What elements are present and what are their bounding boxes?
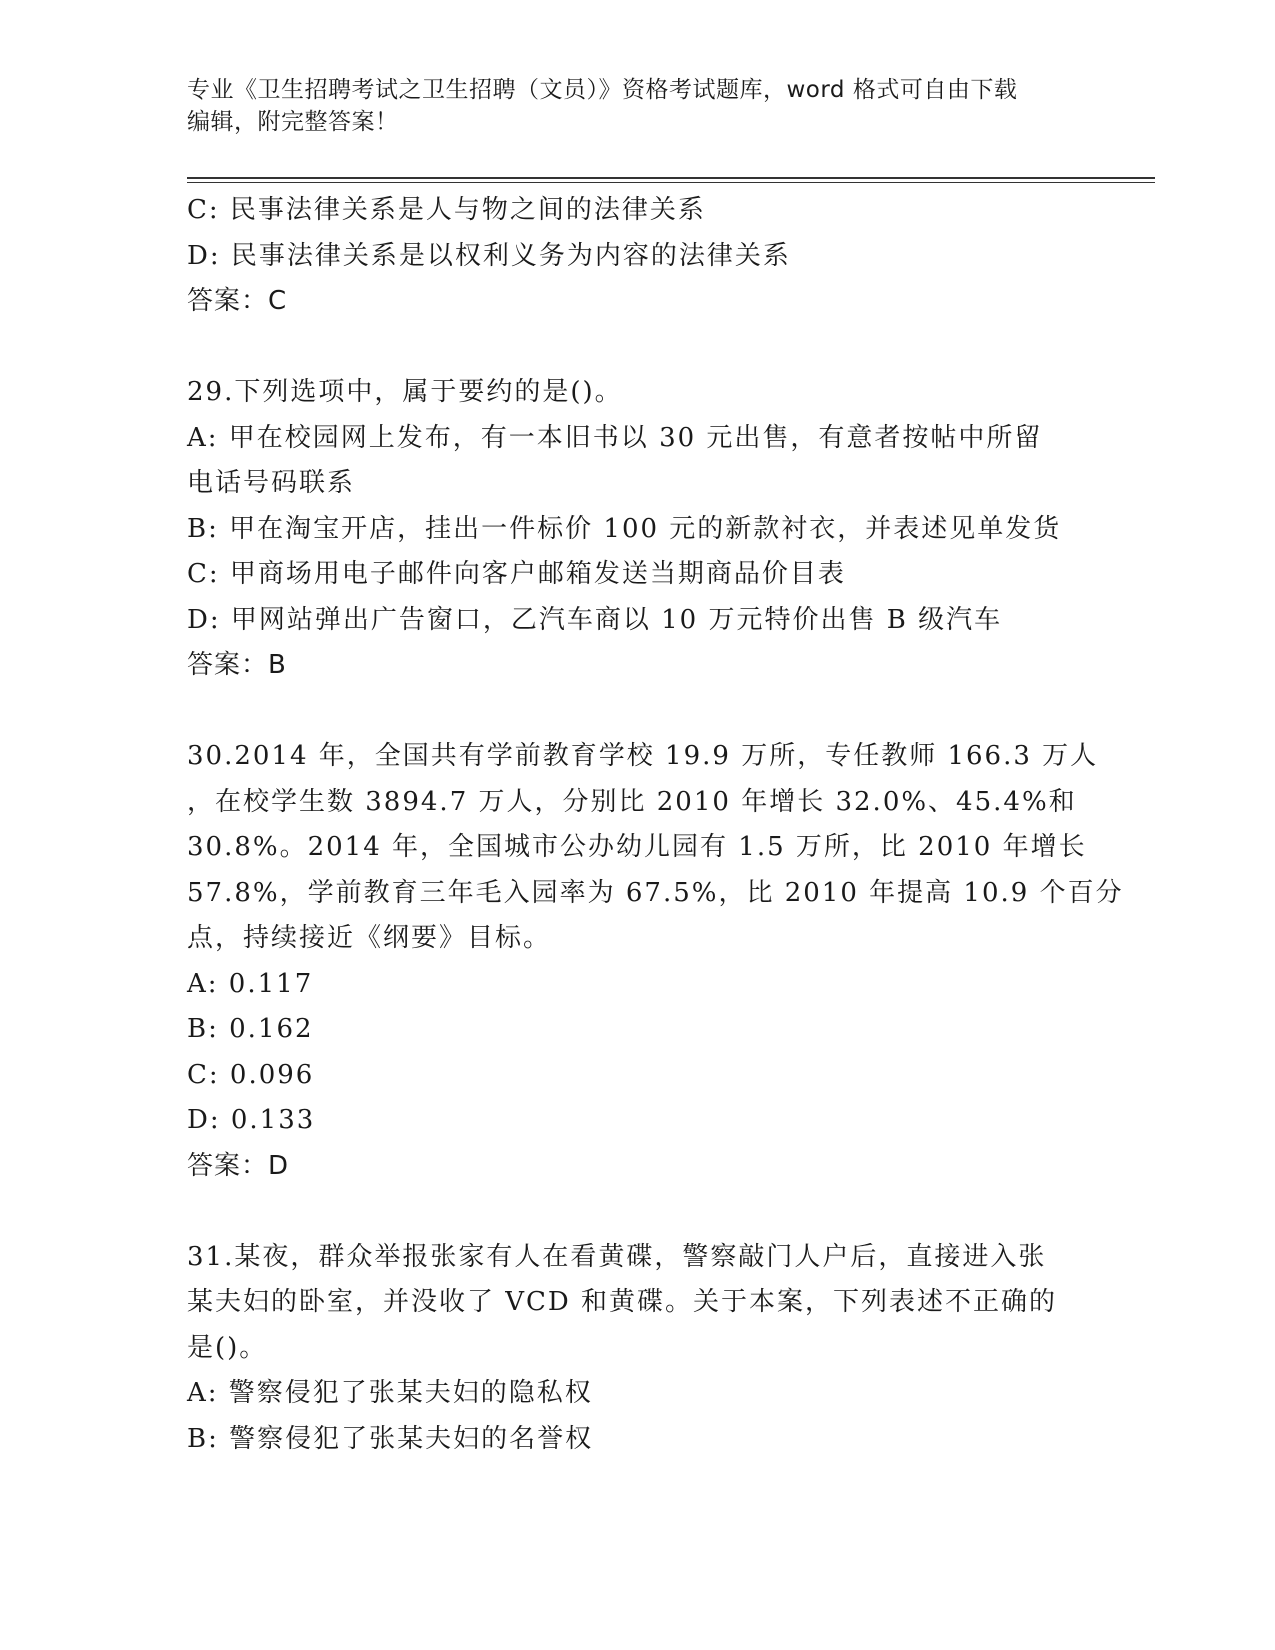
question-stem-continued: ，在校学生数 3894.7 万人，分别比 2010 年增长 32.0%、45.4%和 bbox=[187, 786, 1077, 817]
header-line-2: 编辑，附完整答案！ bbox=[187, 109, 399, 135]
question-stem-continued: 某夫妇的卧室，并没收了 VCD 和黄碟。关于本案，下列表述不正确的 bbox=[187, 1287, 1058, 1317]
option-d: D: 甲网站弹出广告窗口，乙汽车商以 10 万元特价出售 B 级汽车 bbox=[187, 604, 1003, 635]
header-divider bbox=[187, 177, 1155, 183]
option-a: A: 0.117 bbox=[187, 968, 314, 999]
option-b: B: 0.162 bbox=[187, 1014, 314, 1044]
answer-line: 答案：C bbox=[187, 286, 288, 316]
question-block-31 bbox=[187, 1235, 1087, 1463]
option-c: C: 0.096 bbox=[187, 1059, 315, 1090]
option-c: C: 甲商场用电子邮件向客户邮箱发送当期商品价目表 bbox=[187, 559, 846, 589]
option-d: D: 0.133 bbox=[187, 1105, 316, 1135]
spacer bbox=[187, 325, 1087, 371]
option-a: A: 甲在校园网上发布，有一本旧书以 30 元出售，有意者按帖中所留 bbox=[187, 422, 1043, 453]
spacer bbox=[187, 1189, 1087, 1235]
question-stem-continued: 30.8%。2014 年，全国城市公办幼儿园有 1.5 万所，比 2010 年增长 bbox=[187, 832, 1087, 862]
question-stem-continued: 点，持续接近《纲要》目标。 bbox=[187, 923, 552, 953]
option-b: B: 警察侵犯了张某夫妇的名誉权 bbox=[187, 1423, 594, 1454]
document-body bbox=[187, 188, 1124, 1462]
question-stem-continued: 是()。 bbox=[187, 1332, 268, 1363]
question-block-29 bbox=[187, 370, 1087, 689]
option-a: A: 警察侵犯了张某夫妇的隐私权 bbox=[187, 1378, 593, 1408]
question-block-30 bbox=[187, 734, 1124, 1189]
answer-line: 答案：D bbox=[187, 1150, 290, 1181]
question-stem: 29.下列选项中，属于要约的是()。 bbox=[187, 377, 623, 407]
question-stem: 31.某夜，群众举报张家有人在看黄碟，警察敲门人户后，直接进入张 bbox=[187, 1241, 1047, 1272]
question-stem-continued: 57.8%，学前教育三年毛入园率为 67.5%，比 2010 年提高 10.9 个百分 bbox=[187, 877, 1124, 908]
option-a-continued: 电话号码联系 bbox=[187, 468, 356, 498]
question-block-28 bbox=[187, 188, 1087, 325]
option-c: C: 民事法律关系是人与物之间的法律关系 bbox=[187, 195, 706, 225]
spacer bbox=[187, 689, 1087, 735]
answer-line: 答案：B bbox=[187, 650, 287, 680]
option-d: D: 民事法律关系是以权利义务为内容的法律关系 bbox=[187, 240, 791, 271]
header-line-1: 专业《卫生招聘考试之卫生招聘（文员）》资格考试题库，word 格式可自由下载 bbox=[187, 77, 1018, 103]
question-stem: 30.2014 年，全国共有学前教育学校 19.9 万所，专任教师 166.3 万人 bbox=[187, 741, 1099, 771]
document-header bbox=[187, 74, 1087, 138]
option-b: B: 甲在淘宝开店，挂出一件标价 100 元的新款衬衣，并表述见单发货 bbox=[187, 513, 1062, 544]
